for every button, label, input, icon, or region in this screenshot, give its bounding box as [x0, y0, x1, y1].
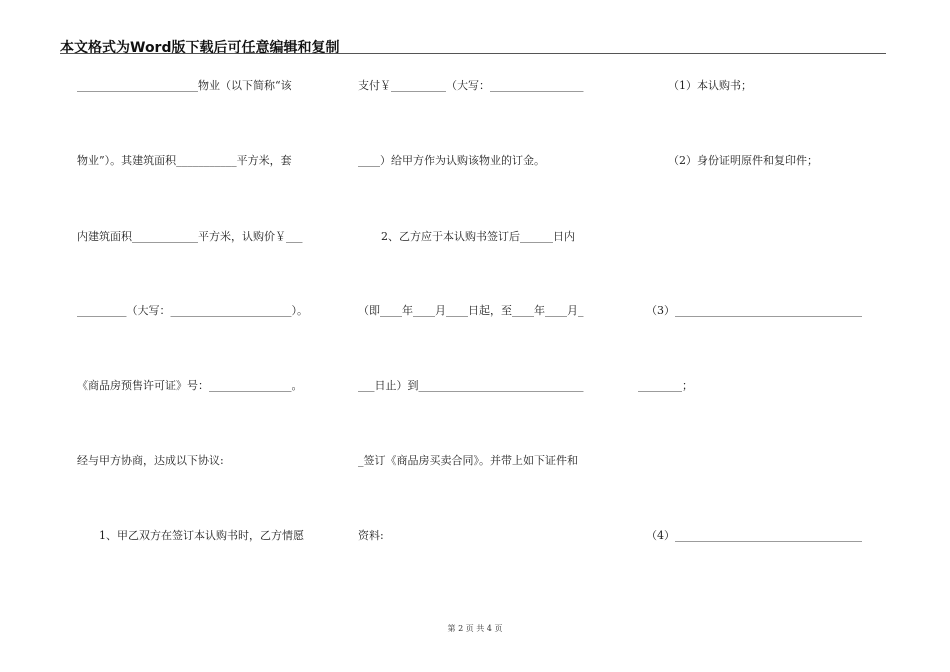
- text-line: 2、乙方应于本认购书签订后______日内: [381, 230, 575, 243]
- text-line: 物业”）。其建筑面积___________平方米，套: [77, 154, 292, 167]
- text-line: ___日止）到______________________________: [358, 379, 584, 392]
- text-line: _________（大写：______________________）。: [77, 304, 308, 317]
- page-number: 第 2 页 共 4 页: [447, 624, 503, 633]
- text-line: 1、甲乙双方在签订本认购书时，乙方情愿: [99, 529, 304, 542]
- text-line: 资料:: [358, 529, 384, 542]
- list-item: （1）本认购书；: [668, 79, 752, 92]
- text-line: （即____年____月____日起，至____年____月_: [358, 304, 584, 317]
- text-line: 《商品房预售许可证》号：_______________。: [77, 379, 303, 392]
- text-line: 经与甲方协商，达成以下协议:: [77, 454, 224, 467]
- list-item: （2）身份证明原件和复印件；: [668, 154, 818, 167]
- header-divider: [60, 53, 886, 54]
- list-item: （4）__________________________________: [646, 529, 862, 542]
- text-line: ____）给甲方作为认购该物业的订金。: [358, 154, 545, 167]
- list-item: （3）__________________________________: [646, 304, 862, 317]
- text-line: ______________________物业（以下简称“该: [77, 79, 292, 92]
- document-header-title: 本文格式为Word版下载后可任意编辑和复制: [60, 40, 340, 56]
- text-line: 内建筑面积____________平方米，认购价￥___: [77, 230, 303, 243]
- text-line: _签订《商品房买卖合同》。并带上如下证件和: [358, 454, 578, 467]
- text-line: 支付￥__________（大写：_________________: [358, 79, 584, 92]
- text-line: ________；: [638, 379, 693, 392]
